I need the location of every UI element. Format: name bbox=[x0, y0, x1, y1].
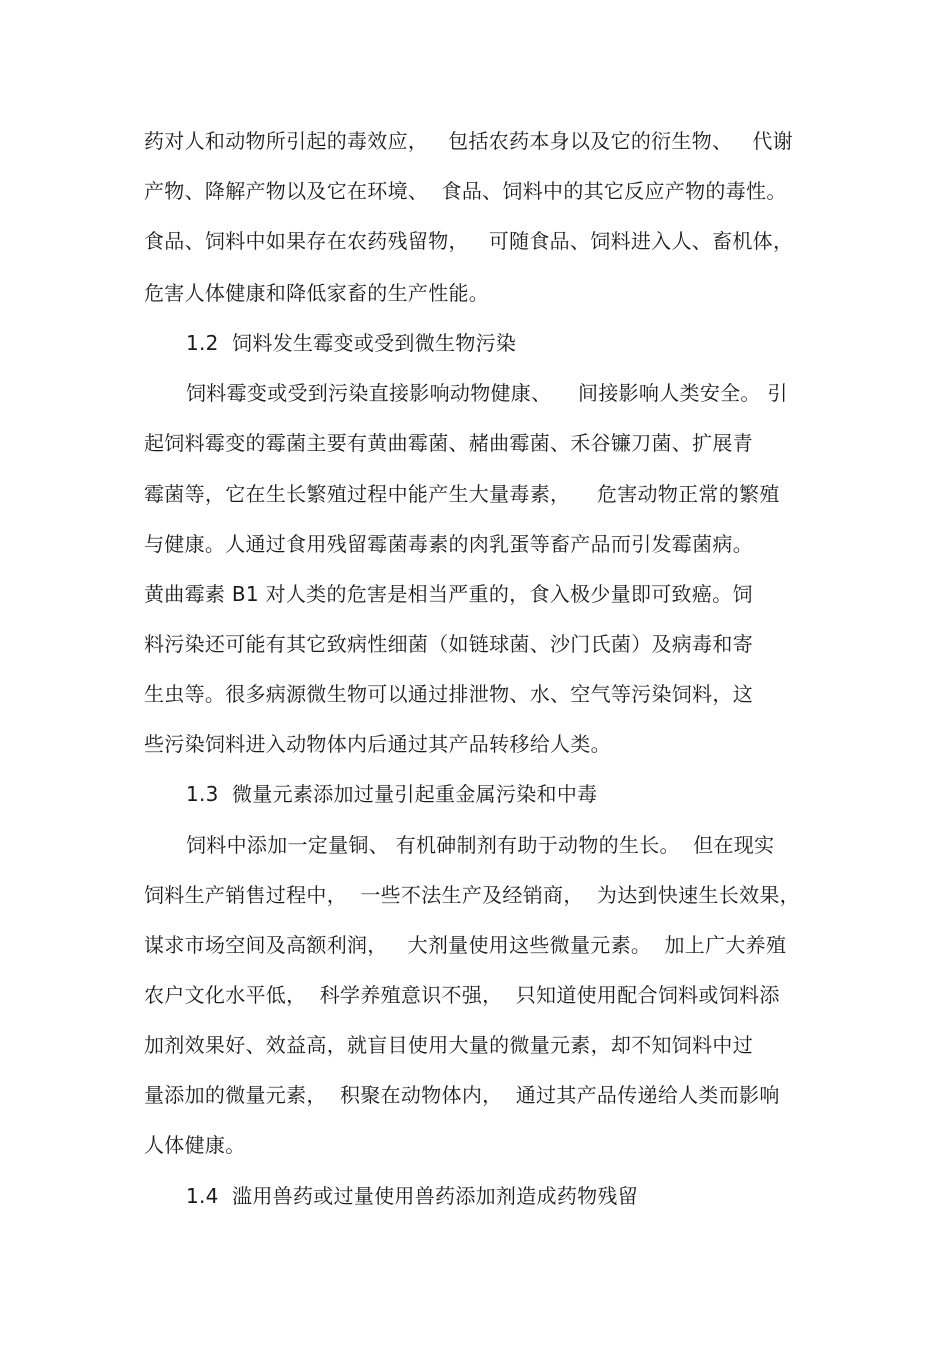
paragraph-line-2: 产物、降解产物以及它在环境、 食品、饲料中的其它反应产物的毒性。 bbox=[144, 179, 787, 203]
paragraph-line-10: 黄曲霉素 B1 对人类的危害是相当严重的，食入极少量即可致癌。饲 bbox=[144, 582, 753, 606]
paragraph-line-19: 加剂效果好、效益高，就盲目使用大量的微量元素，却不知饲料中过 bbox=[144, 1033, 753, 1057]
paragraph-line-8: 霉菌等，它在生长繁殖过程中能产生大量毒素， 危害动物正常的繁殖 bbox=[144, 482, 780, 506]
paragraph-line-17: 谋求市场空间及高额利润， 大剂量使用这些微量元素。 加上广大养殖 bbox=[144, 933, 787, 957]
paragraph-line-21: 人体健康。 bbox=[144, 1133, 246, 1157]
paragraph-line-9: 与健康。人通过食用残留霉菌毒素的肉乳蛋等畜产品而引发霉菌病。 bbox=[144, 532, 753, 556]
paragraph-line-15: 饲料中添加一定量铜、 有机砷制剂有助于动物的生长。 但在现实 bbox=[186, 833, 775, 857]
paragraph-line-1: 药对人和动物所引起的毒效应， 包括农药本身以及它的衍生物、 代谢 bbox=[144, 129, 793, 153]
paragraph-line-3: 食品、饲料中如果存在农药残留物， 可随食品、饲料进入人、畜机体， bbox=[144, 229, 794, 253]
paragraph-line-18: 农户文化水平低， 科学养殖意识不强， 只知道使用配合饲料或饲料添 bbox=[144, 983, 780, 1007]
paragraph-line-12: 生虫等。很多病源微生物可以通过排泄物、水、空气等污染饲料，这 bbox=[144, 682, 753, 706]
paragraph-line-16: 饲料生产销售过程中， 一些不法生产及经销商， 为达到快速生长效果， bbox=[144, 883, 800, 907]
section-heading-1-4: 1.4 滥用兽药或过量使用兽药添加剂造成药物残留 bbox=[186, 1184, 639, 1208]
paragraph-line-13: 些污染饲料进入动物体内后通过其产品转移给人类。 bbox=[144, 732, 611, 756]
section-heading-1-3: 1.3 微量元素添加过量引起重金属污染和中毒 bbox=[186, 782, 598, 806]
section-heading-1-2: 1.2 饲料发生霉变或受到微生物污染 bbox=[186, 331, 517, 355]
paragraph-line-4: 危害人体健康和降低家畜的生产性能。 bbox=[144, 281, 490, 305]
paragraph-line-11: 料污染还可能有其它致病性细菌（如链球菌、沙门氏菌）及病毒和寄 bbox=[144, 632, 753, 656]
paragraph-line-20: 量添加的微量元素， 积聚在动物体内， 通过其产品传递给人类而影响 bbox=[144, 1083, 780, 1107]
paragraph-line-6: 饲料霉变或受到污染直接影响动物健康、 间接影响人类安全。 引 bbox=[186, 381, 788, 405]
paragraph-line-7: 起饲料霉变的霉菌主要有黄曲霉菌、赭曲霉菌、禾谷镰刀菌、扩展青 bbox=[144, 431, 753, 455]
